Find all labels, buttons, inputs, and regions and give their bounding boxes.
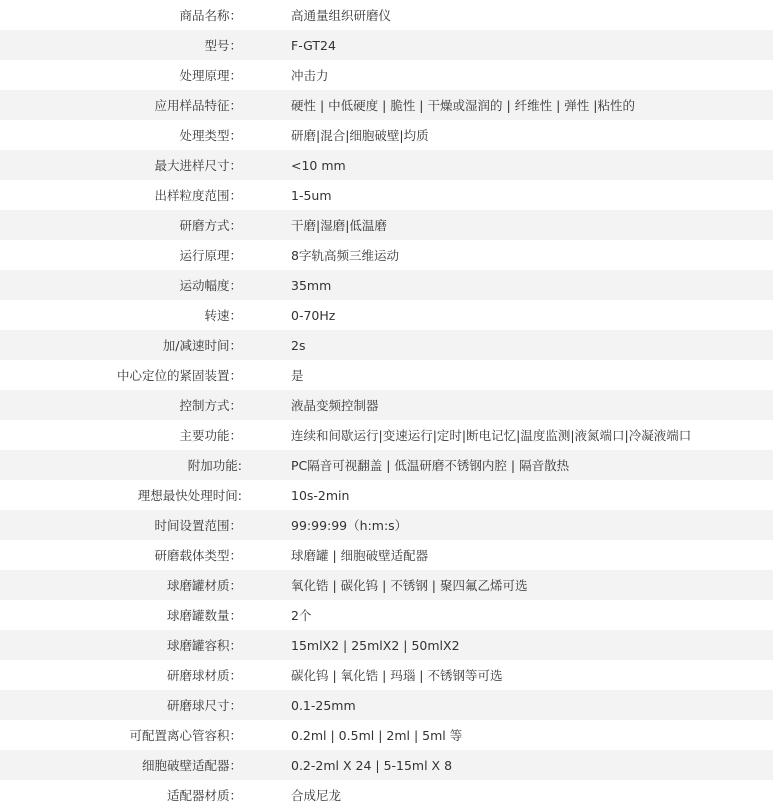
spec-row-extra-functions (0, 450, 773, 480)
spec-label: 最大进样尺寸： (0, 150, 291, 180)
spec-value: 15mlX2 | 25mlX2 | 50mlX2 (291, 630, 773, 660)
spec-label: 出样粒度范围： (0, 180, 291, 210)
spec-value: 液晶变频控制器 (291, 390, 773, 420)
spec-value: 碳化钨 | 氧化锆 | 玛瑙 | 不锈钢等可选 (291, 660, 773, 690)
spec-row-center-clamp (0, 360, 773, 390)
spec-value: 球磨罐 | 细胞破壁适配器 (291, 540, 773, 570)
spec-row-adapter (0, 750, 773, 780)
spec-value: 研磨|混合|细胞破壁|均质 (291, 120, 773, 150)
spec-value: 高通量组织研磨仪 (291, 0, 773, 30)
spec-row-max-feed-size (0, 150, 773, 180)
spec-value: PC隔音可视翻盖 | 低温研磨不锈钢内腔 | 隔音散热 (291, 450, 773, 480)
spec-value: 0.2-2ml X 24 | 5-15ml X 8 (291, 750, 773, 780)
spec-row-operating-principle (0, 240, 773, 270)
spec-row-control-mode (0, 390, 773, 420)
spec-value: F-GT24 (291, 30, 773, 60)
spec-value: 硬性 | 中低硬度 | 脆性 | 干燥或湿润的 | 纤维性 | 弹性 |粘性的 (291, 90, 773, 120)
spec-value: 冲击力 (291, 60, 773, 90)
spec-label: 控制方式： (0, 390, 291, 420)
spec-row-product-name (0, 0, 773, 30)
spec-label: 加/减速时间： (0, 330, 291, 360)
spec-row-accel-time (0, 330, 773, 360)
spec-label: 研磨球材质： (0, 660, 291, 690)
spec-value: 1-5um (291, 180, 773, 210)
spec-row-speed (0, 300, 773, 330)
spec-value: 35mm (291, 270, 773, 300)
spec-row-principle (0, 60, 773, 90)
spec-row-ball-size (0, 690, 773, 720)
spec-value: 0-70Hz (291, 300, 773, 330)
spec-label: 理想最快处理时间: (0, 480, 291, 510)
spec-value: 是 (291, 360, 773, 390)
spec-row-jar-count (0, 600, 773, 630)
spec-row-output-size (0, 180, 773, 210)
spec-label: 细胞破壁适配器： (0, 750, 291, 780)
spec-label: 时间设置范围： (0, 510, 291, 540)
spec-label: 型号： (0, 30, 291, 60)
spec-label: 运动幅度： (0, 270, 291, 300)
spec-label: 研磨球尺寸： (0, 690, 291, 720)
spec-label: 适配器材质： (0, 780, 291, 810)
spec-row-carrier-type (0, 540, 773, 570)
spec-row-grinding-mode (0, 210, 773, 240)
spec-value: 8字轨高频三维运动 (291, 240, 773, 270)
spec-value: 干磨|湿磨|低温磨 (291, 210, 773, 240)
spec-value: <10 mm (291, 150, 773, 180)
spec-value: 0.2ml | 0.5ml | 2ml | 5ml 等 (291, 720, 773, 750)
spec-value: 合成尼龙 (291, 780, 773, 810)
spec-value: 2s (291, 330, 773, 360)
spec-label: 球磨罐容积： (0, 630, 291, 660)
spec-label: 主要功能： (0, 420, 291, 450)
spec-value: 2个 (291, 600, 773, 630)
spec-label: 中心定位的紧固装置： (0, 360, 291, 390)
spec-label: 球磨罐材质： (0, 570, 291, 600)
spec-label: 研磨载体类型： (0, 540, 291, 570)
spec-row-amplitude (0, 270, 773, 300)
spec-row-jar-volume (0, 630, 773, 660)
spec-label: 处理类型： (0, 120, 291, 150)
spec-row-main-functions (0, 420, 773, 450)
spec-label: 附加功能: (0, 450, 291, 480)
spec-row-sample-features (0, 90, 773, 120)
spec-row-processing-type (0, 120, 773, 150)
spec-row-ball-material (0, 660, 773, 690)
spec-label: 应用样品特征： (0, 90, 291, 120)
spec-label: 运行原理： (0, 240, 291, 270)
spec-value: 连续和间歇运行|变速运行|定时|断电记忆|温度监测|液氮端口|冷凝液端口 (291, 420, 773, 450)
spec-value: 0.1-25mm (291, 690, 773, 720)
spec-label: 球磨罐数量： (0, 600, 291, 630)
spec-row-jar-material (0, 570, 773, 600)
spec-label: 可配置离心管容积： (0, 720, 291, 750)
spec-label: 转速： (0, 300, 291, 330)
spec-row-tube-volume (0, 720, 773, 750)
spec-label: 研磨方式： (0, 210, 291, 240)
spec-row-time-range (0, 510, 773, 540)
spec-value: 10s-2min (291, 480, 773, 510)
spec-value: 氧化锆 | 碳化钨 | 不锈钢 | 聚四氟乙烯可选 (291, 570, 773, 600)
spec-label: 商品名称： (0, 0, 291, 30)
spec-row-fastest-time (0, 480, 773, 510)
spec-value: 99:99:99（h:m:s） (291, 510, 773, 540)
spec-row-model (0, 30, 773, 60)
spec-label: 处理原理： (0, 60, 291, 90)
